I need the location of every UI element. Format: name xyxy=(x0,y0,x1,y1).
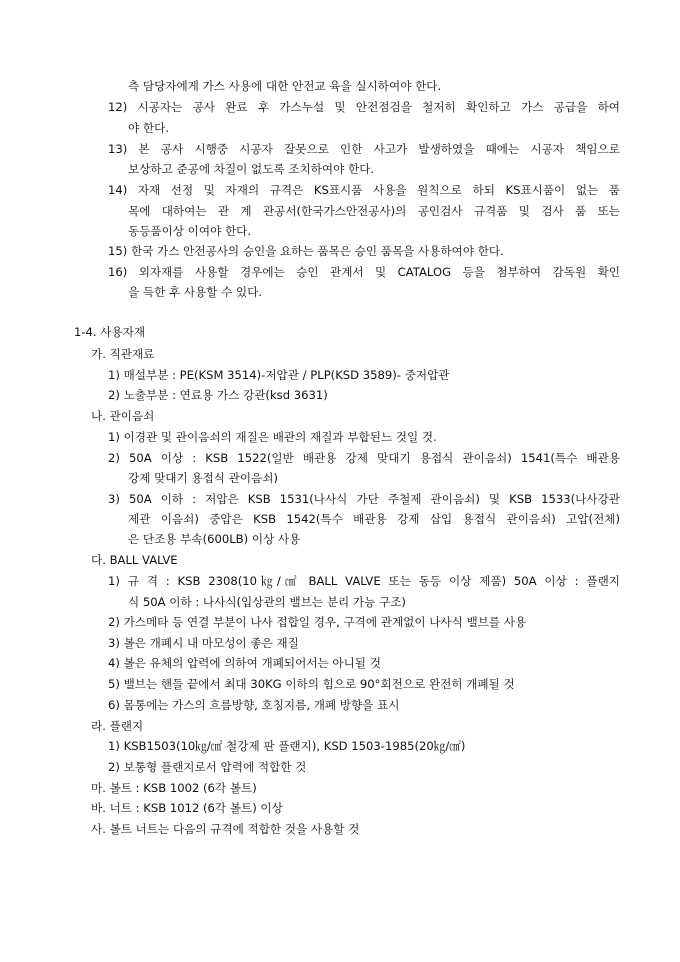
list-item: 2) 보통형 플랜지로서 압력에 적합한 것 xyxy=(108,760,307,774)
list-item: 측 담당자에게 가스 사용에 대한 안전교 육을 실시하여야 한다. xyxy=(128,79,442,93)
list-item: 야 한다. xyxy=(128,121,169,135)
list-item: 보상하고 준공에 차질이 없도록 조치하여야 한다. xyxy=(128,162,375,176)
list-item: 6) 몸통에는 가스의 흐름방향, 호칭지름, 개폐 방향을 표시 xyxy=(108,698,400,712)
list-item: 1) 이경관 및 관이음쇠의 재질은 배관의 재질과 부합된느 것일 것. xyxy=(108,430,437,444)
subsection-heading: 라. 플랜지 xyxy=(91,719,144,733)
list-item: 1) 규 격 : KSB 2308(10㎏/㎠ BALL VALVE 또는 동등 이상 제품) 50A 이상 : 플랜지 xyxy=(108,574,620,588)
list-item: 제관 이음쇠) 중압은 KSB 1542(특수 배관용 강제 삽입 용접식 관이음쇠) 고압(전체) xyxy=(128,512,620,526)
list-item: 을 득한 후 사용할 수 있다. xyxy=(128,285,263,299)
subsection-heading: 바. 너트 : KSB 1012 (6각 볼트) 이상 xyxy=(91,801,283,815)
list-item: 동등품이상 이여야 한다. xyxy=(128,224,252,238)
list-item: 3) 볼은 개폐시 내 마모성이 좋은 재질 xyxy=(108,636,299,650)
list-item: 1) 매설부분 : PE(KSM 3514)-저압관 / PLP(KSD 3589)- 중저압관 xyxy=(108,368,450,382)
list-item: 12) 시공자는 공사 완료 후 가스누설 및 안전점검을 철저히 확인하고 가스 공급을 하여 xyxy=(108,100,620,114)
list-item: 2) 50A 이상 : KSB 1522(일반 배관용 강제 맞대기 용접식 관이음쇠) 1541(특수 배관용 xyxy=(108,451,620,465)
list-item: 2) 가스메타 등 연결 부분이 나사 접합일 경우, 구격에 관계없이 나사식 밸브를 사용 xyxy=(108,615,527,629)
subsection-heading: 사. 볼트 너트는 다음의 규격에 적합한 것을 사용할 것 xyxy=(91,822,360,836)
list-item: 4) 볼은 유체의 압력에 의하여 개폐되어서는 아니될 것 xyxy=(108,656,381,670)
subsection-heading: 마. 볼트 : KSB 1002 (6각 볼트) xyxy=(91,781,257,795)
list-item: 1) KSB1503(10㎏/㎠ 철강제 판 플랜지), KSD 1503-1985(20㎏/㎠) xyxy=(108,739,466,753)
list-item: 14) 자재 선정 및 자재의 규격은 KS표시품 사용을 원칙으로 하되 KS표시품이 없는 품 xyxy=(108,183,620,197)
subsection-heading: 다. BALL VALVE xyxy=(91,553,178,567)
subsection-heading: 나. 관이음쇠 xyxy=(91,409,155,423)
list-item: 식 50A 이하 : 나사식(입상관의 밸브는 분리 가능 구조) xyxy=(128,595,406,609)
list-item: 강제 맞대기 용접식 관이음쇠) xyxy=(128,471,278,485)
list-item: 2) 노출부분 : 연료용 가스 강관(ksd 3631) xyxy=(108,388,328,402)
list-item: 은 단조용 부속(600LB) 이상 사용 xyxy=(128,532,301,546)
subsection-heading: 가. 직관재료 xyxy=(91,347,155,361)
section-heading: 1-4. 사용자재 xyxy=(74,325,146,339)
list-item: 15) 한국 가스 안전공사의 승인을 요하는 품목은 승인 품목을 사용하여야 한다. xyxy=(108,244,504,258)
list-item: 5) 밸브는 핸들 끝에서 최대 30KG 이하의 힘으로 90°회전으로 완전히 개폐될 것 xyxy=(108,677,515,691)
list-item: 13) 본 공사 시행중 시공자 잘못으로 인한 사고가 발생하였을 때에는 시공자 책임으로 xyxy=(108,142,620,156)
list-item: 16) 외자재를 사용할 경우에는 승인 관계서 및 CATALOG 등을 첨부하여 감독원 확인 xyxy=(108,265,620,279)
list-item: 목에 대하여는 관 계 관공서(한국가스안전공사)의 공인검사 규격품 및 검사 품 또는 xyxy=(128,204,620,218)
list-item: 3) 50A 이하 : 저압은 KSB 1531(나사식 가단 주철제 관이음쇠) 및 KSB 1533(나사강관 xyxy=(108,492,620,506)
